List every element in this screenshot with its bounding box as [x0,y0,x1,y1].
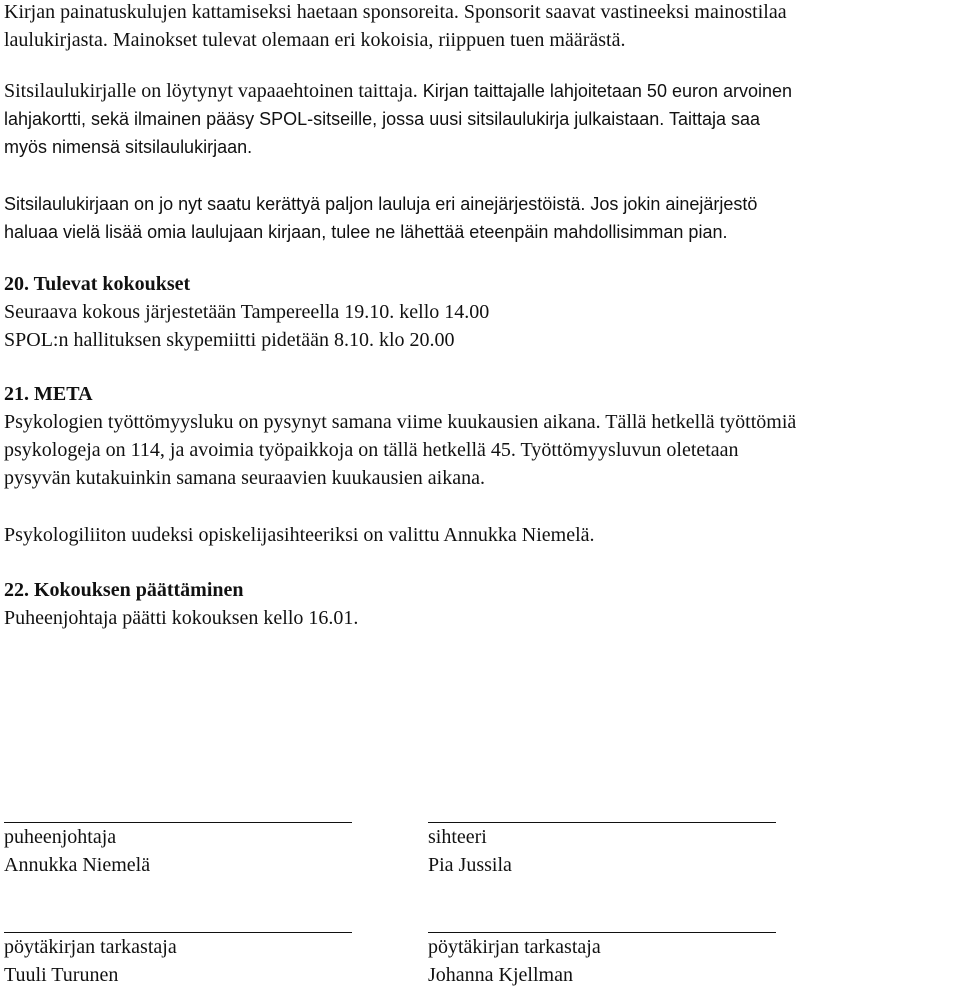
signature-role: pöytäkirjan tarkastaja [4,936,177,958]
section-heading: 20. Tulevat kokoukset [4,273,191,295]
section-22 [4,576,358,632]
section-21 [4,380,796,492]
signature-reviewer-2 [428,933,601,989]
signature-name: Pia Jussila [428,854,512,876]
signature-name: Johanna Kjellman [428,964,573,986]
sponsor-paragraph [4,0,787,54]
section-heading: 21. META [4,383,93,405]
section-20 [4,270,489,354]
text-line: Sitsilaulukirjaan on jo nyt saatu kerättyä paljon lauluja eri ainejärjestöistä. Jos jokin ainejärjestö [4,194,758,214]
signature-secretary [428,823,512,879]
text-line: SPOL:n hallituksen skypemiitti pidetään 8.10. klo 20.00 [4,329,455,351]
text-segment: Kirjan taittajalle lahjoitetaan 50 euron arvoinen [417,81,793,101]
text-line: Seuraava kokous järjestetään Tampereella 19.10. kello 14.00 [4,301,490,323]
signature-role: puheenjohtaja [4,826,117,848]
text-line: Psykologien työttömyysluku on pysynyt samana viime kuukausien aikana. Tällä hetkellä työttömiä [4,411,797,433]
text-segment: Sitsilaulukirjalle on löytynyt vapaaehtoinen taittaja. [4,80,418,102]
signature-reviewer-1 [4,933,177,989]
section-21-paragraph [4,521,595,549]
text-line: pysyvän kutakuinkin samana seuraavien kuukausien aikana. [4,467,485,489]
signature-name: Annukka Niemelä [4,854,151,876]
signature-name: Tuuli Turunen [4,964,119,986]
text-line: Kirjan painatuskulujen kattamiseksi haetaan sponsoreita. Sponsorit saavat vastineeksi mainostilaa [4,1,787,23]
section-heading: 22. Kokouksen päättäminen [4,579,244,601]
signature-role: sihteeri [428,826,487,848]
text-line: Puheenjohtaja päätti kokouksen kello 16.01. [4,607,359,629]
text-line: myös nimensä sitsilaulukirjaan. [4,137,253,157]
songs-paragraph [4,190,757,246]
text-line: laulukirjasta. Mainokset tulevat olemaan eri kokoisia, riippuen tuen määrästä. [4,29,626,51]
text-line: Psykologiliiton uudeksi opiskelijasihteeriksi on valittu Annukka Niemelä. [4,524,595,546]
text-line: lahjakortti, sekä ilmainen pääsy SPOL-sitseille, jossa uusi sitsilaulukirja julkaistaan. Taittaja saa [4,109,761,129]
signature-chair [4,823,150,879]
text-line: psykologeja on 114, ja avoimia työpaikkoja on tällä hetkellä 45. Työttömyysluvun oletetaan [4,439,739,461]
layout-paragraph [4,77,792,161]
signature-role: pöytäkirjan tarkastaja [428,936,601,958]
text-line: haluaa vielä lisää omia laulujaan kirjaan, tulee ne lähettää eteenpäin mahdollisimman pian. [4,222,728,242]
